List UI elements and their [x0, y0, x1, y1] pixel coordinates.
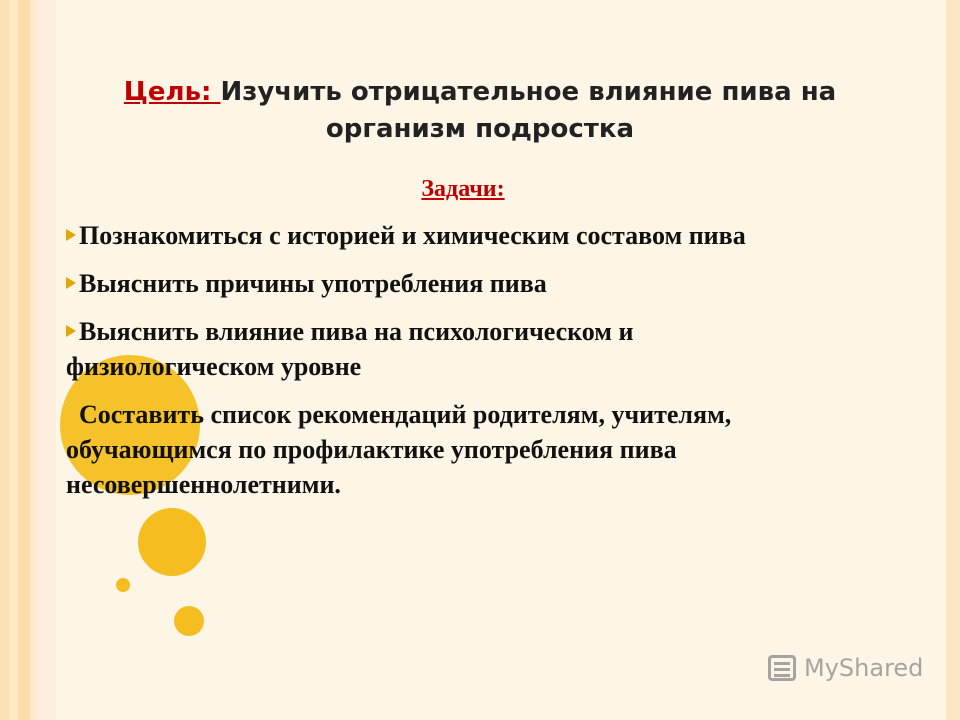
task-item [66, 397, 846, 502]
tasks-heading: Задачи: [421, 176, 505, 202]
goal-label: Цель: [123, 77, 221, 107]
presentation-icon [768, 655, 796, 681]
goal-text: Изучить отрицательное влияние пива на организм подростка [220, 77, 837, 144]
task-list [66, 218, 846, 515]
decor-circle-medium [138, 508, 206, 576]
arrow-bullet-icon [66, 325, 76, 337]
goal-statement [60, 74, 900, 148]
task-item [66, 266, 846, 301]
task-text: Познакомиться с историей и химическим составом пива [79, 221, 746, 250]
watermark [768, 654, 923, 682]
task-text: Составить список рекомендаций родителям, учителям, обучающимся по профилактике употребления пива несовершеннолетними. [66, 400, 732, 499]
arrow-bullet-icon [66, 229, 76, 241]
task-item [66, 218, 846, 253]
decor-circle-small [174, 606, 204, 636]
decor-stripe [18, 0, 30, 720]
arrow-bullet-icon [66, 277, 76, 289]
right-decor-stripe [946, 0, 960, 720]
watermark-text: MyShared [804, 654, 924, 682]
decor-stripe [10, 0, 18, 720]
task-item [66, 314, 846, 384]
decor-stripe [36, 0, 56, 720]
left-decor-stripes [0, 0, 56, 720]
task-text: Выяснить влияние пива на психологическом и физиологическом уровне [66, 317, 634, 381]
task-text: Выяснить причины употребления пива [79, 269, 547, 298]
decor-circle-tiny [116, 578, 130, 592]
decor-stripe [0, 0, 10, 720]
